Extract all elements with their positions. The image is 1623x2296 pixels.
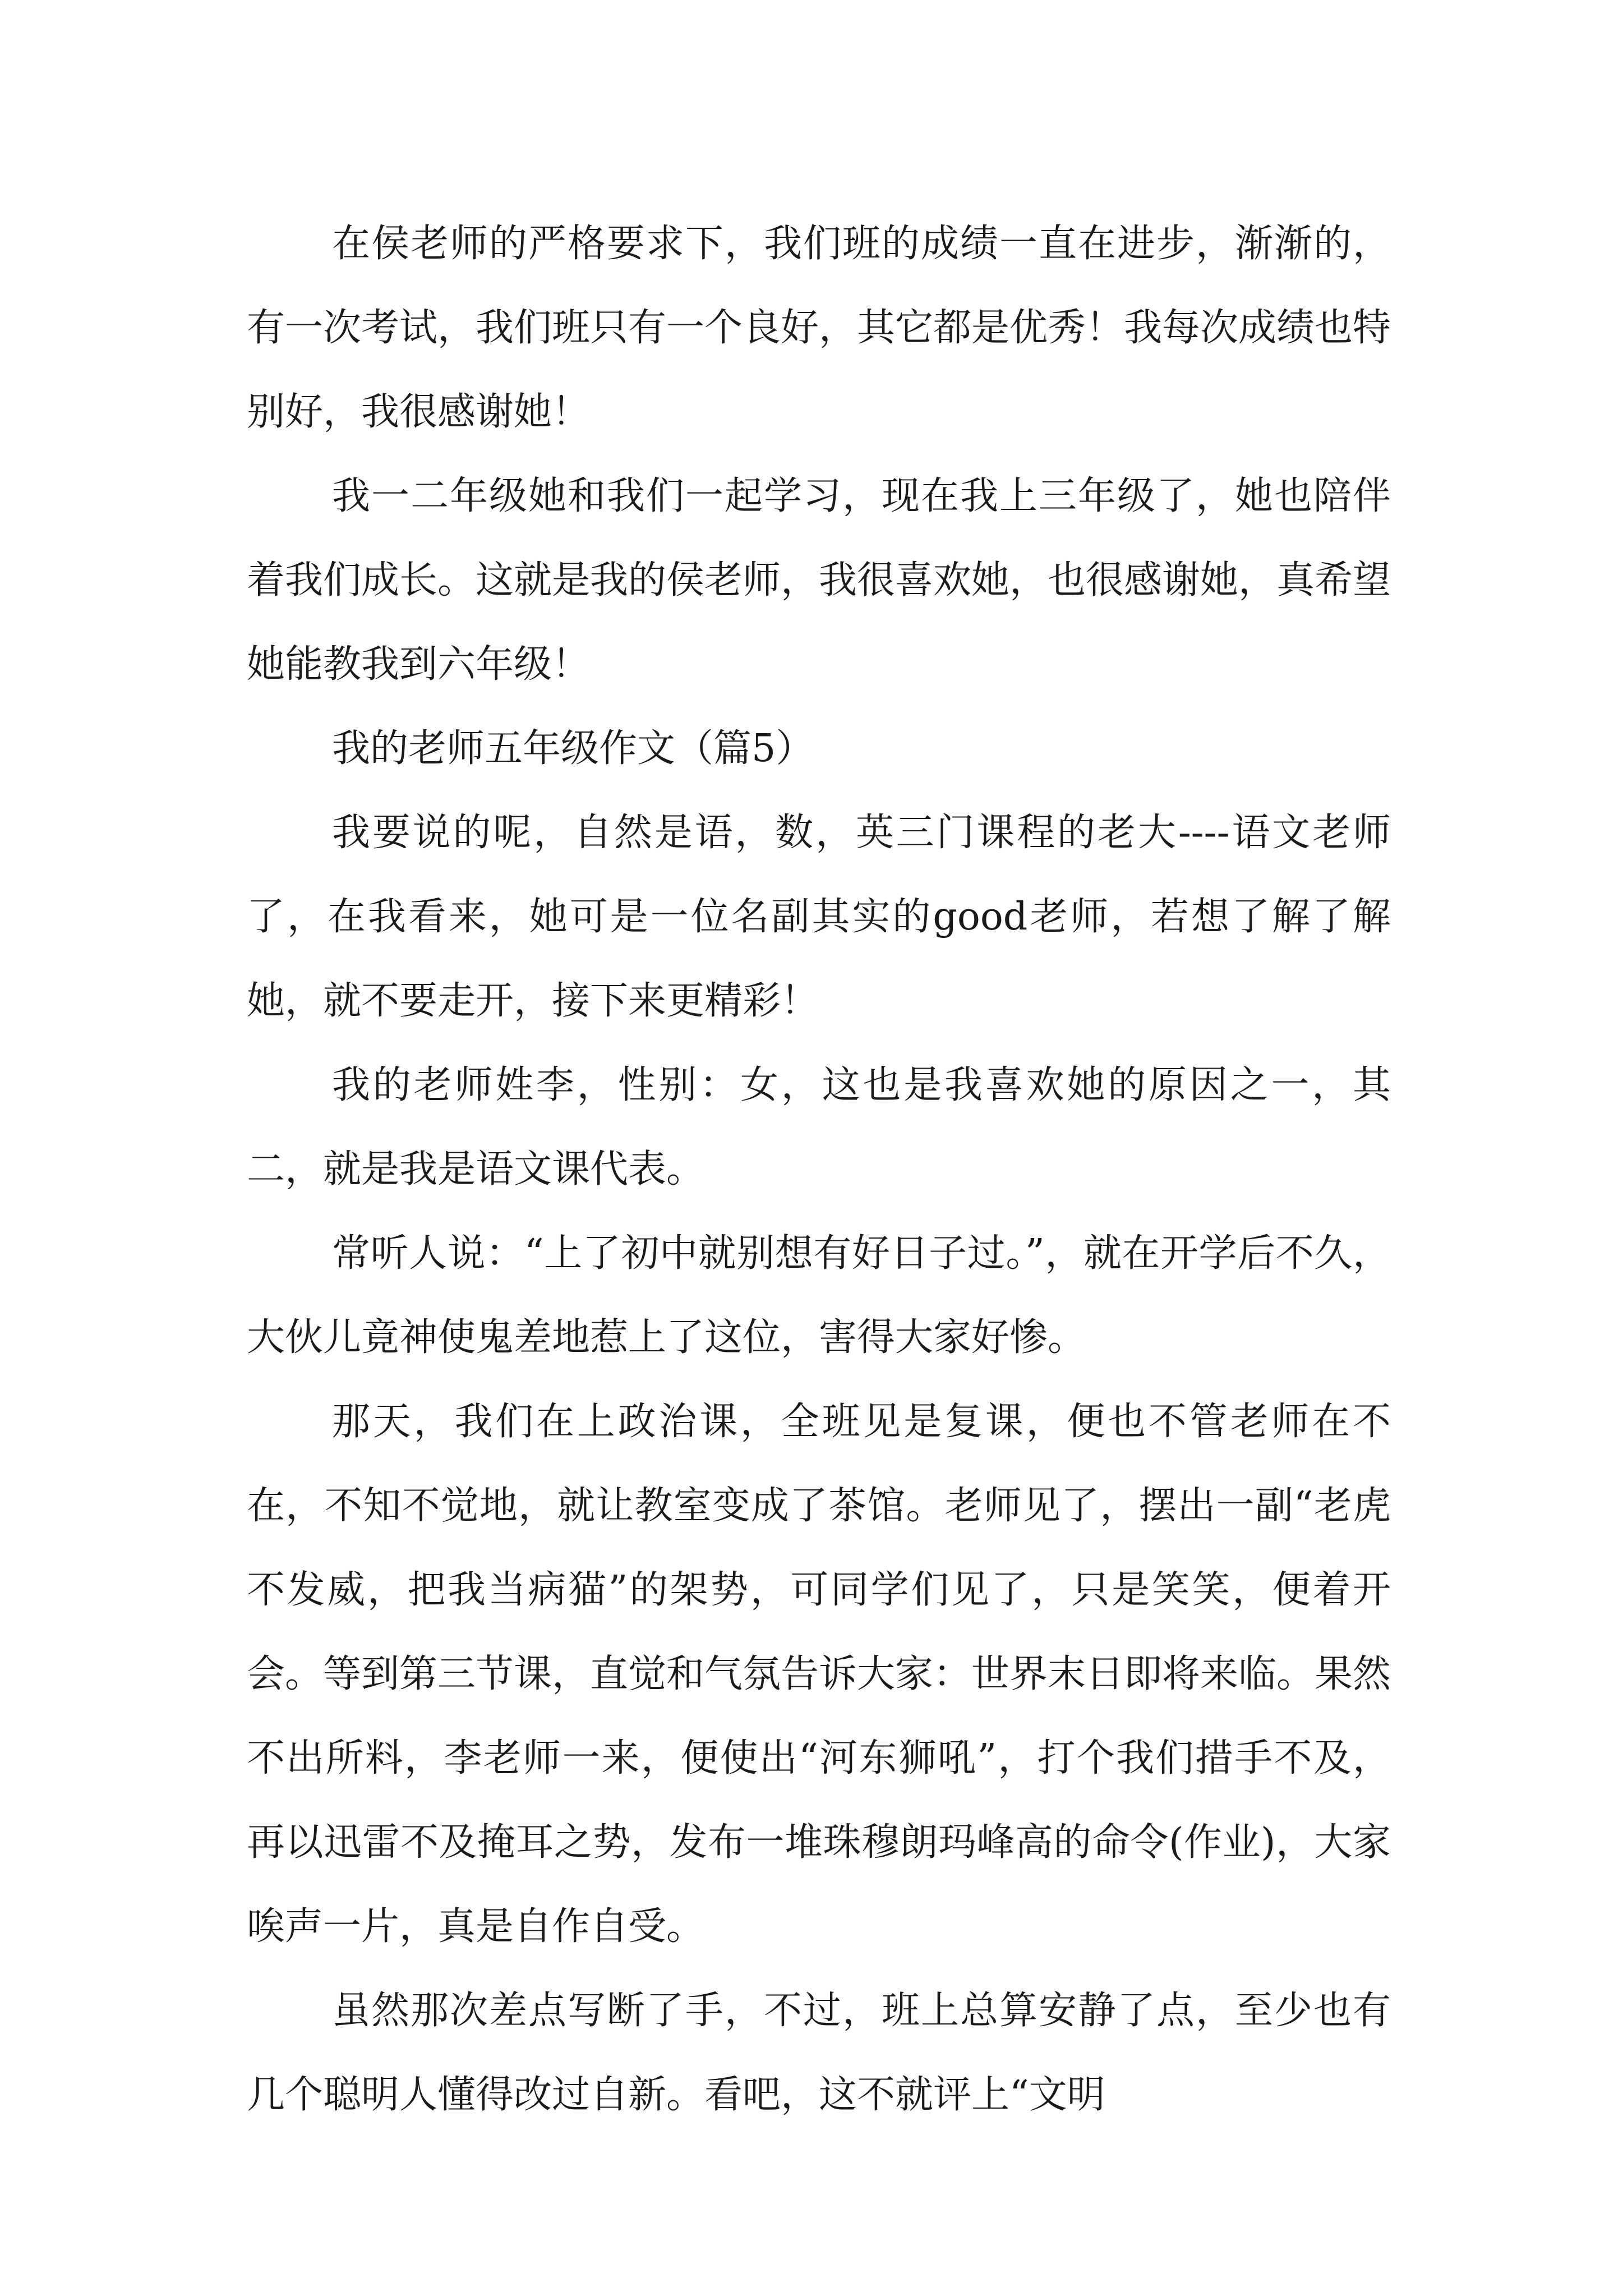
paragraph-5: 常听人说：“上了初中就别想有好日子过。”，就在开学后不久，大伙儿竟神使鬼差地惹上了这位，害得大家好惨。 xyxy=(247,1231,1391,1360)
paragraph-6: 那天，我们在上政治课，全班见是复课，便也不管老师在不在，不知不觉地，就让教室变成了茶馆。老师见了，摆出一副“老虎不发威，把我当病猫”的架势，可同学们见了，只是笑笑，便着开会。等到第三节课，直觉和气氛告诉大家：世界末日即将来临。果然不出所料，李老师一来，便使出“河东狮吼”，打个我们措手不及，再以迅雷不及掩耳之势，发布一堆珠穆朗玛峰高的命令(作业)，大家唉声一片，真是自作自受。 xyxy=(247,1400,1391,1949)
paragraph-2: 我一二年级她和我们一起学习，现在我上三年级了，她也陪伴着我们成长。这就是我的侯老师，我很喜欢她，也很感谢她，真希望她能教我到六年级！ xyxy=(247,474,1391,687)
essay-heading: 我的老师五年级作文（篇5） xyxy=(332,726,814,771)
paragraph-3: 我要说的呢，自然是语，数，英三门课程的老大----语文老师了，在我看来，她可是一位名副其实的good老师，若想了解了解她，就不要走开，接下来更精彩！ xyxy=(247,811,1391,1023)
paragraph-4: 我的老师姓李，性别：女，这也是我喜欢她的原因之一，其二，就是我是语文课代表。 xyxy=(247,1063,1391,1191)
paragraph-7: 虽然那次差点写断了手，不过，班上总算安静了点，至少也有几个聪明人懂得改过自新。看吧，这不就评上“文明 xyxy=(247,1989,1391,2117)
document-body xyxy=(247,202,1391,2137)
paragraph-1: 在侯老师的严格要求下，我们班的成绩一直在进步，渐渐的，有一次考试，我们班只有一个良好，其它都是优秀！我每次成绩也特别好，我很感谢她！ xyxy=(247,222,1391,434)
